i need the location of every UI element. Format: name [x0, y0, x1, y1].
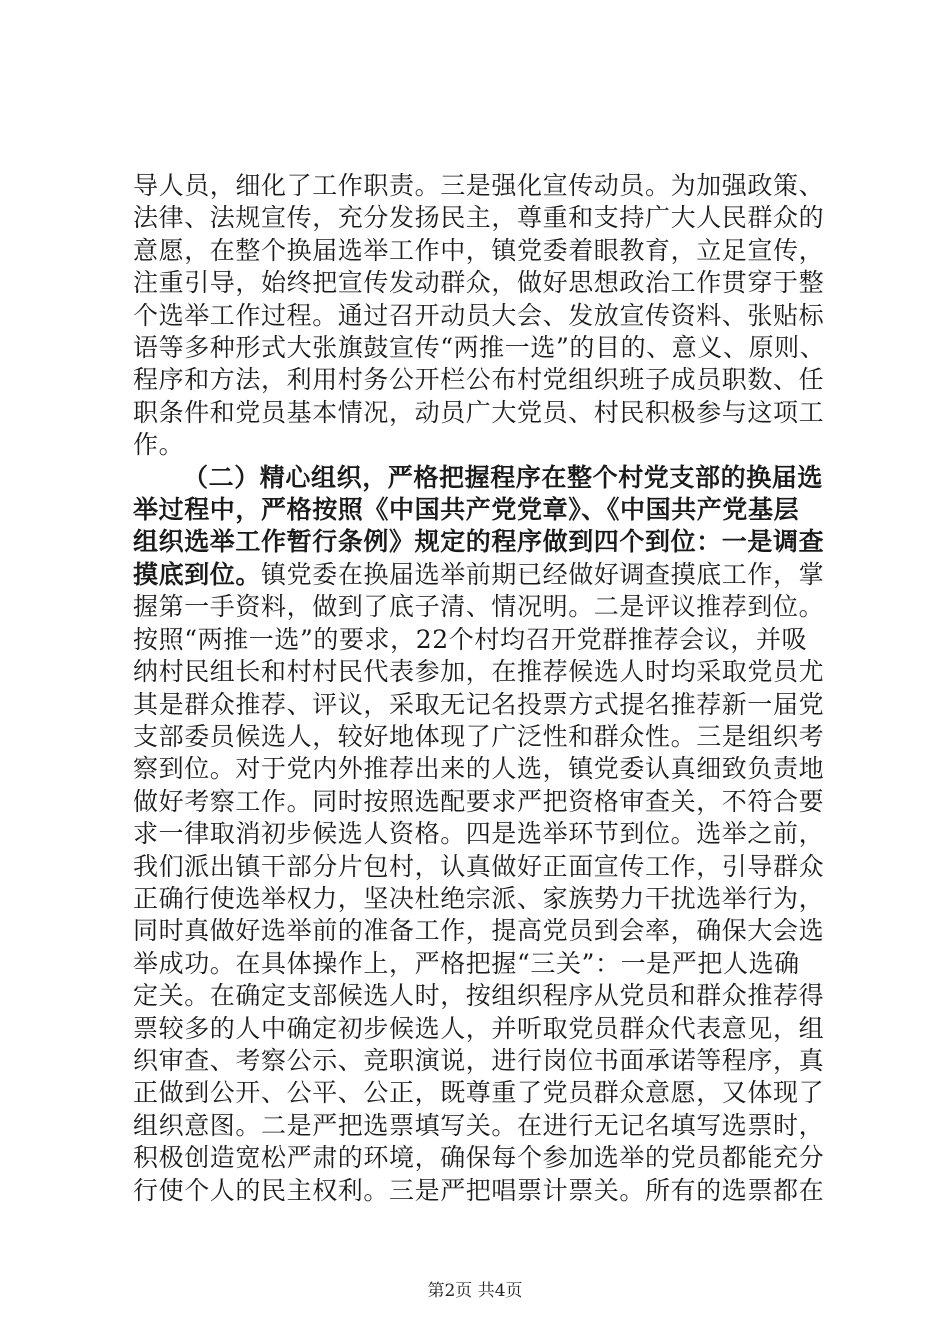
section-heading-line: 组织选举工作暂行条例》规定的程序做到四个到位：一是调查 — [133, 527, 825, 557]
page-number: 第2页 共4页 — [427, 1281, 523, 1301]
text-line: 积极创造宽松严肃的环境，确保每个参加选举的党员都能充分 — [133, 1143, 825, 1173]
text-line: 同时真做好选举前的准备工作，提高党员到会率，确保大会选 — [133, 916, 825, 946]
text-line: 握第一手资料，做到了底子清、情况明。二是评议推荐到位。 — [133, 592, 825, 622]
text-line: 职条件和党员基本情况，动员广大党员、村民积极参与这项工 — [133, 397, 825, 427]
text-line: 正确行使选举权力，坚决杜绝宗派、家族势力干扰选举行为， — [133, 883, 825, 913]
normal-phrase: 镇党委在换届选举前期已经做好调查摸底工作，掌 — [261, 559, 825, 589]
text-line: 程序和方法，利用村务公开栏公布村党组织班子成员职数、任 — [133, 365, 825, 395]
text-line: 导人员，细化了工作职责。三是强化宣传动员。为加强政策、 — [133, 171, 825, 200]
text-line: 支部委员候选人，较好地体现了广泛性和群众性。三是组织考 — [133, 721, 825, 751]
page-footer — [0, 1280, 950, 1302]
section-heading-line: 举过程中，严格按照《中国共产党党章》、《中国共产党基层 — [133, 495, 800, 525]
text-line: 织审查、考察公示、竞职演说，进行岗位书面承诺等程序，真 — [133, 1045, 825, 1075]
bold-phrase: 摸底到位。 — [133, 559, 262, 589]
text-line: 注重引导，始终把宣传发动群众，做好思想政治工作贯穿于整 — [133, 268, 825, 298]
text-line: 票较多的人中确定初步候选人，并听取党员群众代表意见，组 — [133, 1013, 825, 1043]
text-line: 法律、法规宣传，充分发扬民主，尊重和支持广大人民群众的 — [133, 203, 825, 233]
text-line: 其是群众推荐、评议，采取无记名投票方式提名推荐新一届党 — [133, 689, 825, 719]
section-heading-line: （二）精心组织，严格把握程序在整个村党支部的换届选 — [183, 462, 824, 492]
text-line: 定关。在确定支部候选人时，按组织程序从党员和群众推荐得 — [133, 981, 825, 1011]
text-line: 察到位。对于党内外推荐出来的人选，镇党委认真细致负责地 — [133, 754, 825, 784]
text-line: 做好考察工作。同时按照选配要求严把资格审查关，不符合要 — [133, 786, 825, 816]
text-line: 正做到公开、公平、公正，既尊重了党员群众意愿，又体现了 — [133, 1078, 825, 1108]
document-body — [133, 170, 833, 1207]
text-line: 按照“两推一选”的要求，22个村均召开党群推荐会议，并吸 — [133, 624, 808, 654]
text-line — [133, 559, 833, 591]
text-line: 我们派出镇干部分片包村，认真做好正面宣传工作，引导群众 — [133, 851, 825, 881]
text-line: 纳村民组长和村村民代表参加，在推荐候选人时均采取党员尤 — [133, 657, 825, 687]
text-line: 组织意图。二是严把选票填写关。在进行无记名填写选票时， — [133, 1110, 825, 1140]
text-line: 求一律取消初步候选人资格。四是选举环节到位。选举之前， — [133, 819, 825, 849]
text-line: 行使个人的民主权利。三是严把唱票计票关。所有的选票都在 — [133, 1175, 825, 1205]
text-line: 意愿，在整个换届选举工作中，镇党委着眼教育，立足宣传， — [133, 235, 825, 265]
text-line: 举成功。在具体操作上，严格把握“三关”：一是严把人选确 — [133, 948, 800, 978]
text-line: 作。 — [133, 430, 185, 460]
text-line: 个选举工作过程。通过召开动员大会、发放宣传资料、张贴标 — [133, 300, 825, 330]
text-line: 语等多种形式大张旗鼓宣传“两推一选”的目的、意义、原则、 — [133, 333, 826, 363]
